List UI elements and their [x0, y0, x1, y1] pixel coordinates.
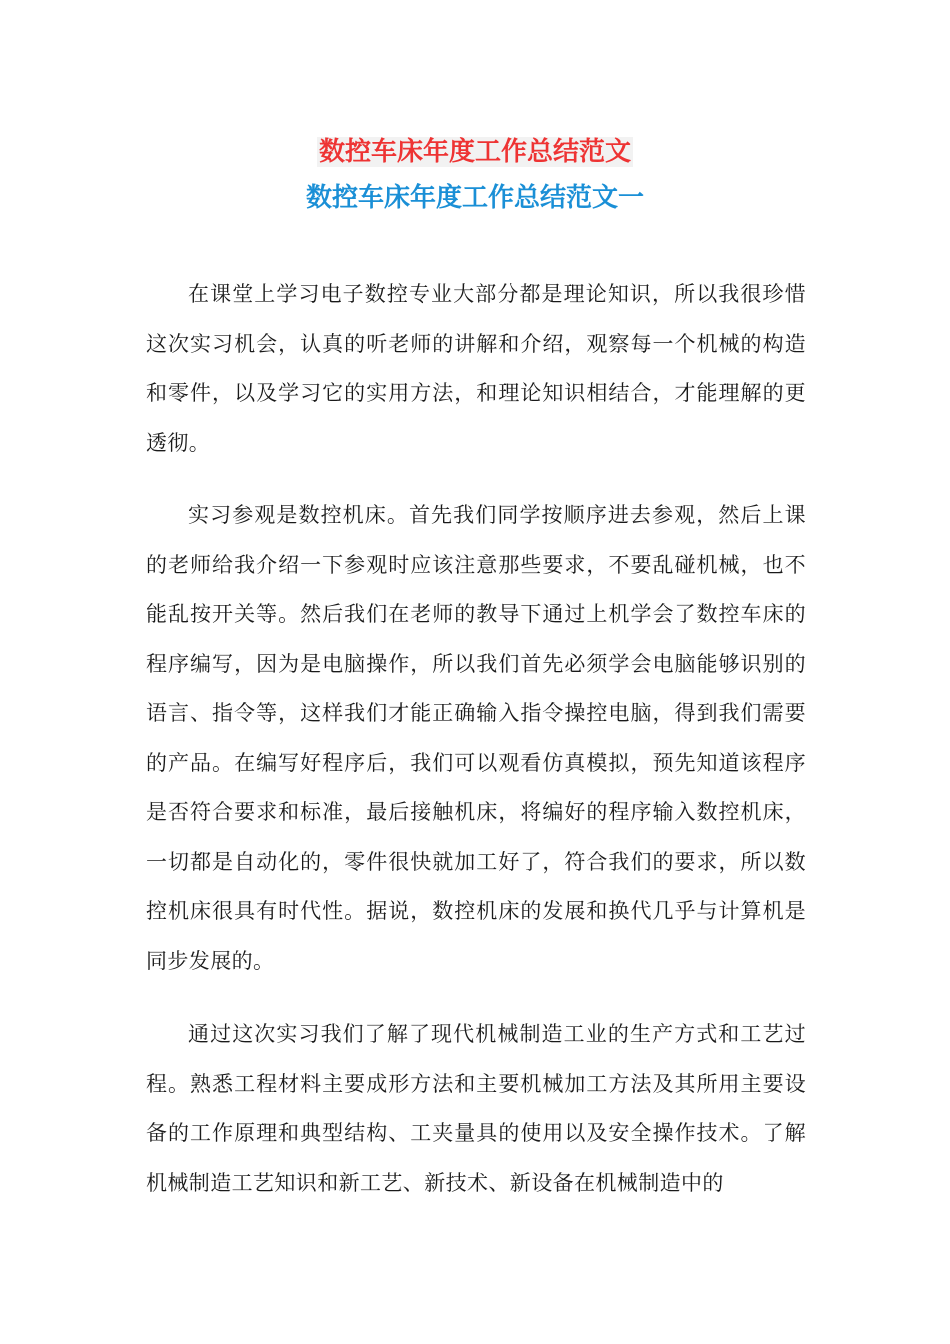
document-title-text: 数控车床年度工作总结范文 — [318, 137, 631, 167]
document-title — [0, 132, 950, 172]
paragraph-3: 通过这次实习我们了解了现代机械制造工业的生产方式和工艺过程。熟悉工程材料主要成形方法和主要机械加工方法及其所用主要设备的工作原理和典型结构、工夹量具的使用以及安全操作技术。了解机械制造工艺知识和新工艺、新技术、新设备在机械制造中的 — [146, 1022, 806, 1195]
paragraph-1: 在课堂上学习电子数控专业大部分都是理论知识，所以我很珍惜这次实习机会，认真的听老师的讲解和介绍，观察每一个机械的构造和零件，以及学习它的实用方法，和理论知识相结合，才能理解的更透彻。 — [146, 282, 806, 455]
paragraph-2: 实习参观是数控机床。首先我们同学按顺序进去参观，然后上课的老师给我介绍一下参观时应该注意那些要求，不要乱碰机械，也不能乱按开关等。然后我们在老师的教导下通过上机学会了数控车床的程序编写，因为是电脑操作，所以我们首先必须学会电脑能够识别的语言、指令等，这样我们才能正确输入指令操控电脑，得到我们需要的产品。在编写好程序后，我们可以观看仿真模拟，预先知道该程序是否符合要求和标准，最后接触机床，将编好的程序输入数控机床，一切都是自动化的，零件很快就加工好了，符合我们的要求，所以数控机床很具有时代性。据说，数控机床的发展和换代几乎与计算机是同步发展的。 — [146, 503, 806, 973]
document-subtitle: 数控车床年度工作总结范文一 — [305, 183, 644, 213]
